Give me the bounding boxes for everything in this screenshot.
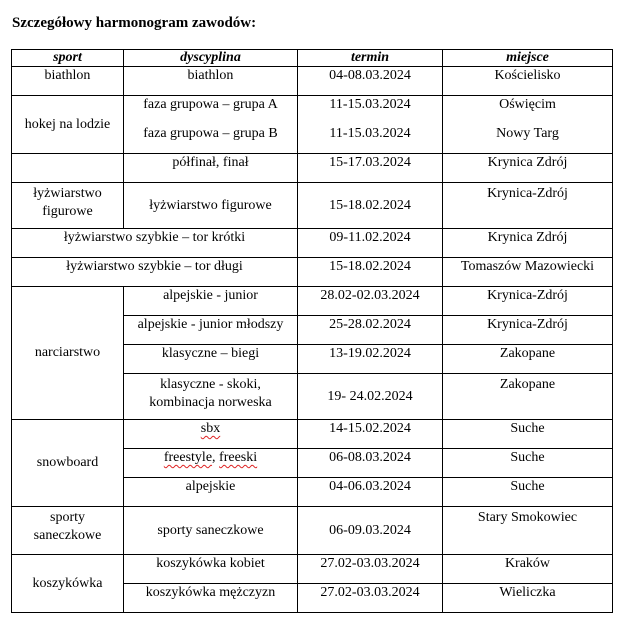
cell-dyscyplina: [124, 420, 298, 449]
cell-termin: 15-17.03.2024: [298, 154, 443, 183]
cell-termin: 11-15.03.2024: [298, 125, 443, 154]
cell-sport: narciarstwo: [12, 287, 124, 420]
cell-dyscyplina: koszykówka kobiet: [124, 555, 298, 584]
header-dyscyplina: dyscyplina: [124, 50, 298, 67]
cell-dyscyplina: alpejskie - junior: [124, 287, 298, 316]
cell-sport-line1: łyżwiarstwo: [33, 186, 102, 201]
cell-miejsce: Kraków: [443, 555, 613, 584]
cell-sport-line1: sporty: [50, 510, 85, 525]
cell-miejsce: Suche: [443, 478, 613, 507]
cell-miejsce: Krynica Zdrój: [443, 154, 613, 183]
cell-dyscyplina: sporty saneczkowe: [124, 507, 298, 555]
table-row: [12, 555, 613, 584]
cell-sport: koszykówka: [12, 555, 124, 613]
spellcheck-word: freeski: [219, 450, 258, 465]
cell-dyscyplina: [124, 374, 298, 420]
cell-dyscyplina: koszykówka mężczyzn: [124, 584, 298, 613]
cell-dyscyplina-sep: ,: [212, 450, 220, 465]
cell-dyscyplina: łyżwiarstwo figurowe: [124, 183, 298, 229]
cell-miejsce: Suche: [443, 449, 613, 478]
cell-termin: 25-28.02.2024: [298, 316, 443, 345]
cell-sport: hokej na lodzie: [12, 96, 124, 154]
cell-sport-dyscyplina: łyżwiarstwo szybkie – tor krótki: [12, 229, 298, 258]
table-row: [12, 229, 613, 258]
cell-miejsce: Zakopane: [443, 345, 613, 374]
table-row: [12, 96, 613, 125]
cell-dyscyplina: faza grupowa – grupa B: [124, 125, 298, 154]
cell-termin: 06-09.03.2024: [298, 507, 443, 555]
cell-sport: [12, 183, 124, 229]
table-row: [12, 507, 613, 555]
cell-miejsce: Nowy Targ: [443, 125, 613, 154]
cell-sport: snowboard: [12, 420, 124, 507]
cell-dyscyplina: klasyczne – biegi: [124, 345, 298, 374]
table-row: [12, 287, 613, 316]
table-row: [12, 183, 613, 229]
cell-termin: 15-18.02.2024: [298, 183, 443, 229]
table-row: [12, 258, 613, 287]
cell-dyscyplina: faza grupowa – grupa A: [124, 96, 298, 125]
cell-miejsce: Kościelisko: [443, 67, 613, 96]
cell-dyscyplina: [124, 449, 298, 478]
cell-termin: 13-19.02.2024: [298, 345, 443, 374]
table-row: [12, 67, 613, 96]
cell-termin: 27.02-03.03.2024: [298, 555, 443, 584]
cell-dyscyplina: biathlon: [124, 67, 298, 96]
cell-dyscyplina: alpejskie: [124, 478, 298, 507]
cell-termin: 04-06.03.2024: [298, 478, 443, 507]
header-miejsce: miejsce: [443, 50, 613, 67]
cell-miejsce: Krynica-Zdrój: [443, 183, 613, 229]
spellcheck-word: sbx: [200, 421, 221, 436]
table-row: [12, 420, 613, 449]
schedule-table: [11, 49, 613, 613]
cell-termin: 28.02-02.03.2024: [298, 287, 443, 316]
cell-miejsce: Suche: [443, 420, 613, 449]
cell-termin: 09-11.02.2024: [298, 229, 443, 258]
document-title: Szczegółowy harmonogram zawodów:: [12, 15, 257, 31]
spellcheck-word: freestyle: [163, 450, 213, 465]
cell-miejsce: Zakopane: [443, 374, 613, 420]
header-sport: sport: [12, 50, 124, 67]
cell-termin: 15-18.02.2024: [298, 258, 443, 287]
cell-sport: biathlon: [12, 67, 124, 96]
cell-miejsce: Oświęcim: [443, 96, 613, 125]
cell-termin: 06-08.03.2024: [298, 449, 443, 478]
cell-termin: 11-15.03.2024: [298, 96, 443, 125]
header-termin: termin: [298, 50, 443, 67]
cell-sport-line2: saneczkowe: [33, 528, 102, 543]
table-row: [12, 154, 613, 183]
cell-sport: [12, 507, 124, 555]
cell-dyscyplina-line1: klasyczne - skoki,: [160, 377, 261, 392]
cell-miejsce: Stary Smokowiec: [443, 507, 613, 555]
cell-termin: 04-08.03.2024: [298, 67, 443, 96]
cell-termin: 27.02-03.03.2024: [298, 584, 443, 613]
cell-dyscyplina: alpejskie - junior młodszy: [124, 316, 298, 345]
cell-sport-dyscyplina: łyżwiarstwo szybkie – tor długi: [12, 258, 298, 287]
cell-dyscyplina-line2: kombinacja norweska: [149, 395, 272, 410]
cell-miejsce: Tomaszów Mazowiecki: [443, 258, 613, 287]
cell-miejsce: Wieliczka: [443, 584, 613, 613]
cell-miejsce: Krynica Zdrój: [443, 229, 613, 258]
table-header-row: [12, 50, 613, 67]
cell-miejsce: Krynica-Zdrój: [443, 287, 613, 316]
cell-dyscyplina: półfinał, finał: [124, 154, 298, 183]
cell-sport-line2: figurowe: [42, 204, 93, 219]
cell-termin: 19- 24.02.2024: [298, 374, 443, 420]
cell-miejsce: Krynica-Zdrój: [443, 316, 613, 345]
cell-termin: 14-15.02.2024: [298, 420, 443, 449]
